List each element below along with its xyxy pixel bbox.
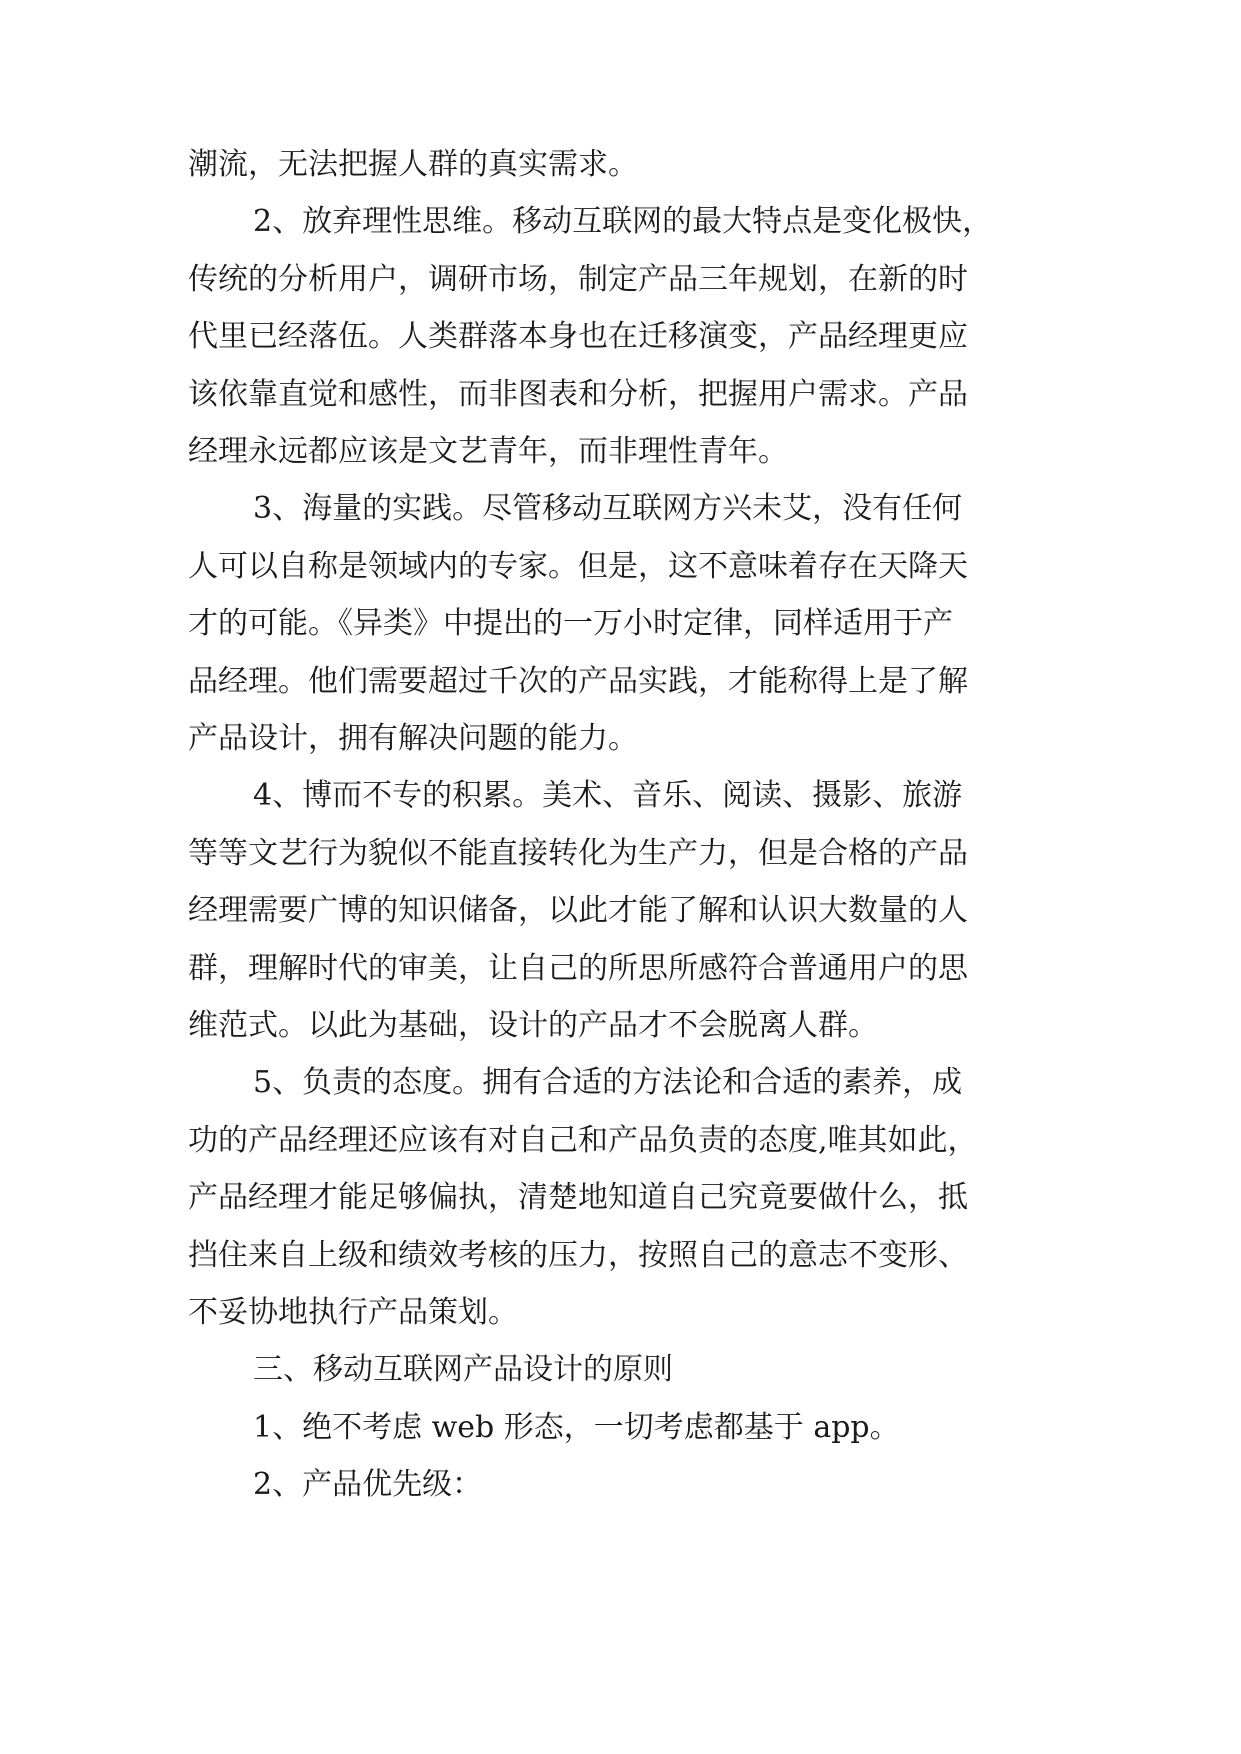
text-line: 4、博而不专的积累。美术、音乐、阅读、摄影、旅游 xyxy=(253,778,963,813)
text-line: 2、放弃理性思维。移动互联网的最大特点是变化极快， xyxy=(253,204,993,239)
text-line: 5、负责的态度。拥有合适的方法论和合适的素养，成 xyxy=(253,1065,963,1100)
text-line: 维范式。以此为基础，设计的产品才不会脱离人群。 xyxy=(188,1008,878,1043)
text-line: 经理需要广博的知识储备，以此才能了解和认识大数量的人 xyxy=(188,893,968,928)
text-line: 挡住来自上级和绩效考核的压力，按照自己的意志不变形、 xyxy=(188,1238,968,1273)
text-line: 1、绝不考虑 web 形态，一切考虑都基于 app。 xyxy=(253,1410,900,1445)
text-line: 传统的分析用户，调研市场，制定产品三年规划，在新的时 xyxy=(188,262,968,297)
text-line: 才的可能。《异类》中提出的一万小时定律，同样适用于产 xyxy=(188,606,953,641)
text-line: 潮流，无法把握人群的真实需求。 xyxy=(188,147,638,182)
text-line: 该依靠直觉和感性，而非图表和分析，把握用户需求。产品 xyxy=(188,377,968,412)
text-line: 品经理。他们需要超过千次的产品实践，才能称得上是了解 xyxy=(188,664,968,699)
text-line: 产品经理才能足够偏执，清楚地知道自己究竟要做什么，抵 xyxy=(188,1180,968,1215)
text-line: 产品设计，拥有解决问题的能力。 xyxy=(188,721,638,756)
text-line: 人可以自称是领域内的专家。但是，这不意味着存在天降天 xyxy=(188,549,968,584)
section-heading: 三、移动互联网产品设计的原则 xyxy=(253,1352,673,1387)
text-line: 2、产品优先级： xyxy=(253,1467,483,1502)
text-line: 3、海量的实践。尽管移动互联网方兴未艾，没有任何 xyxy=(253,491,963,526)
text-line: 功的产品经理还应该有对自己和产品负责的态度,唯其如此， xyxy=(188,1123,978,1158)
text-line: 群，理解时代的审美，让自己的所思所感符合普通用户的思 xyxy=(188,951,968,986)
text-line: 代里已经落伍。人类群落本身也在迁移演变，产品经理更应 xyxy=(188,319,968,354)
text-line: 经理永远都应该是文艺青年，而非理性青年。 xyxy=(188,434,788,469)
text-line: 等等文艺行为貌似不能直接转化为生产力，但是合格的产品 xyxy=(188,836,968,871)
text-line: 不妥协地执行产品策划。 xyxy=(188,1295,518,1330)
